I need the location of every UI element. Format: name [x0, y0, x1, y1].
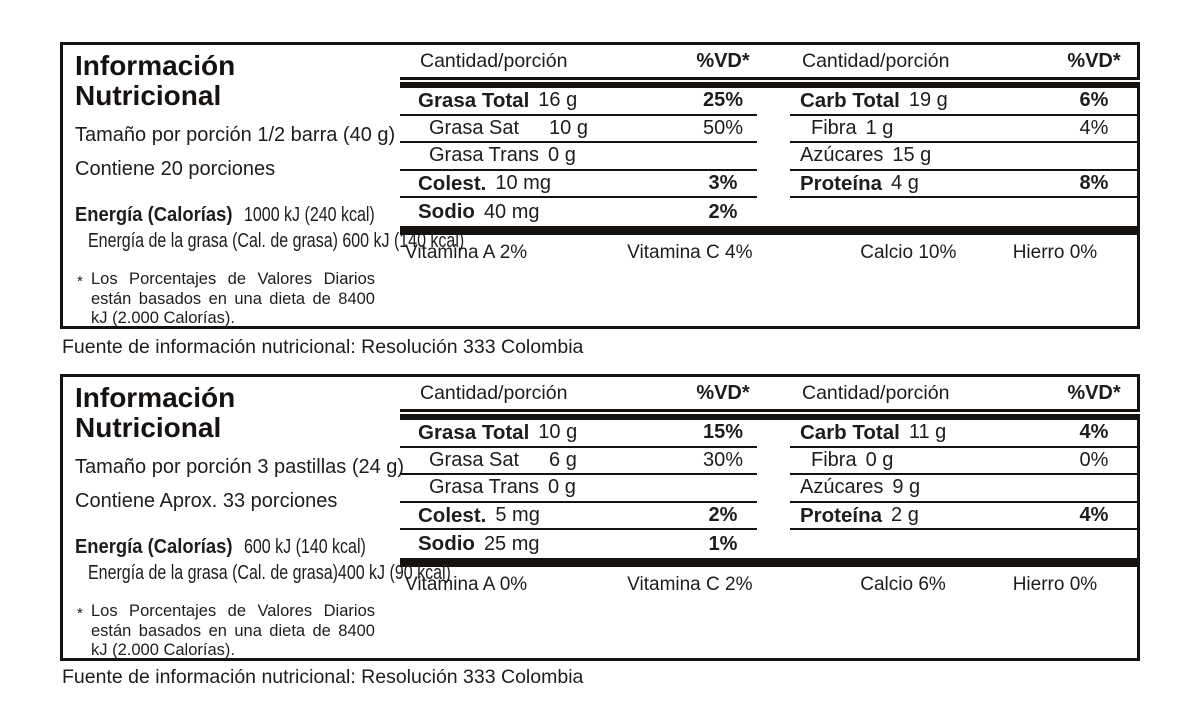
table-row-sodio [400, 198, 757, 226]
nutrient-name: Grasa Sat [429, 448, 520, 471]
nutrient-amount: 19 g [908, 89, 948, 112]
vitamin-c-value: Vitamina C 2% [627, 573, 753, 595]
vitamin-c-value: Vitamina C 4% [627, 241, 753, 263]
panel-title-line1: Información [75, 50, 236, 81]
carb-protein-column [790, 88, 1140, 226]
calcio-value: Calcio 10% [860, 241, 957, 263]
energy-label: Energía (Calorías) [75, 204, 233, 226]
energy-label: Energía (Calorías) [75, 536, 233, 558]
nutrient-dv: 4% [1079, 116, 1109, 139]
thick-divider-bar [400, 226, 1140, 235]
nutrient-dv: 4% [1079, 504, 1109, 527]
nutrition-label-panel-2 [60, 374, 1140, 661]
header-amount: Cantidad/porción [420, 381, 568, 404]
nutrient-dv: 8% [1079, 172, 1109, 195]
nutrient-amount: 16 g [538, 89, 578, 112]
nutrient-name: Grasa Trans [429, 144, 540, 167]
header-dv: %VD* [1067, 49, 1121, 72]
nutrient-amount: 25 mg [483, 532, 540, 555]
table-row-fibra [790, 448, 1140, 476]
serving-size-line: Tamaño por porción 3 pastillas (24 g) [75, 456, 405, 478]
nutrient-amount: 15 g [892, 144, 932, 167]
table-row-grasa-sat [400, 448, 757, 476]
table-row-empty [790, 530, 1140, 558]
panel-title [75, 51, 400, 111]
fat-sodium-column [400, 420, 757, 558]
nutrient-amount: 0 g [865, 448, 894, 471]
calcio-value: Calcio 6% [860, 573, 946, 595]
table-header-left [400, 377, 757, 409]
hierro-value: Hierro 0% [1012, 241, 1098, 263]
nutrient-name: Carb Total [800, 88, 900, 112]
table-row-grasa-trans [400, 143, 757, 171]
table-row-colesterol [400, 503, 757, 531]
vitamins-row [400, 242, 1140, 264]
header-amount: Cantidad/porción [802, 381, 950, 404]
table-header-right [790, 45, 1140, 77]
column-gap [757, 420, 790, 558]
panel-title-line2: Nutricional [75, 80, 222, 111]
table-row-colesterol [400, 171, 757, 199]
nutrient-name: Fibra [811, 116, 857, 139]
header-dv: %VD* [1067, 381, 1121, 404]
header-amount: Cantidad/porción [802, 49, 950, 72]
table-header-right [790, 377, 1140, 409]
nutrient-dv: 15% [702, 421, 744, 444]
nutrient-amount: 10 mg [495, 172, 551, 195]
nutrient-dv: 30% [702, 448, 744, 471]
panel-title [75, 383, 400, 443]
nutrient-name: Azúcares [800, 476, 884, 499]
header-dv: %VD* [696, 49, 750, 72]
nutrient-name: Colest. [418, 171, 487, 195]
hierro-value: Hierro 0% [1012, 573, 1098, 595]
servings-count-line: Contiene Aprox. 33 porciones [75, 490, 338, 512]
daily-values-footnote [75, 602, 375, 661]
nutrient-dv: 1% [708, 532, 738, 555]
thick-divider-bar [400, 558, 1140, 567]
table-row-grasa-trans [400, 475, 757, 503]
table-header-row [400, 45, 1140, 77]
nutrient-dv: 25% [702, 89, 744, 112]
footnote-line: Los Porcentajes de Valores Diarios [91, 602, 375, 620]
vitamin-a-value: Vitamina A 2% [405, 241, 528, 263]
nutrient-amount: 11 g [908, 421, 947, 444]
nutrient-name: Grasa Total [418, 420, 530, 444]
nutrient-name: Carb Total [800, 420, 900, 444]
nutrient-name: Proteína [800, 171, 883, 195]
nutrient-amount: 5 mg [495, 504, 540, 527]
nutrient-dv: 0% [1079, 448, 1109, 471]
daily-values-footnote [75, 270, 375, 329]
energy-line [75, 204, 400, 227]
energy-line [75, 536, 400, 559]
nutrient-name: Sodio [418, 532, 475, 556]
energy-fat-line: Energía de la grasa (Cal. de grasa) 600 kJ (140 kcal) [88, 230, 465, 252]
nutrient-amount: 0 g [548, 144, 576, 167]
header-dv: %VD* [696, 381, 750, 404]
table-body [400, 88, 1140, 226]
panel-title-line1: Información [75, 382, 236, 413]
nutrient-amount: 10 g [549, 116, 588, 139]
table-row-azucares [790, 475, 1140, 503]
panel-title-line2: Nutricional [75, 412, 222, 443]
energy-fat-line: Energía de la grasa (Cal. de grasa)400 kJ (90 kcal) [88, 562, 451, 584]
header-rule [400, 409, 1140, 420]
nutrient-name: Grasa Trans [429, 476, 540, 499]
nutrition-table [400, 45, 1140, 326]
nutrient-dv: 4% [1079, 421, 1109, 444]
table-row-empty [790, 198, 1140, 226]
table-row-proteina [790, 503, 1140, 531]
nutrient-amount: 6 g [549, 448, 577, 471]
serving-size-line: Tamaño por porción 1/2 barra (40 g) [75, 124, 396, 146]
energy-value: 600 kJ (140 kcal) [243, 536, 366, 558]
footnote-line: están basados en una dieta de 8400 [91, 621, 375, 640]
nutrient-name: Fibra [811, 448, 857, 471]
asterisk-marker: * [77, 273, 83, 290]
table-row-grasa-sat [400, 116, 757, 144]
nutrient-amount: 2 g [891, 504, 919, 527]
nutrient-amount: 40 mg [483, 200, 540, 223]
nutrient-dv: 50% [702, 116, 744, 139]
nutrition-table [400, 377, 1140, 658]
nutrient-dv: 2% [708, 200, 738, 223]
nutrient-name: Grasa Sat [429, 116, 520, 139]
table-row-proteina [790, 171, 1140, 199]
nutrient-name: Sodio [418, 200, 475, 224]
table-header-row [400, 377, 1140, 409]
nutrient-name: Grasa Total [418, 88, 530, 112]
footnote-line: kJ (2.000 Calorías). [91, 309, 235, 327]
header-amount: Cantidad/porción [420, 49, 568, 72]
nutrient-amount: 10 g [538, 421, 578, 444]
table-header-left [400, 45, 757, 77]
nutrition-label-panel-1 [60, 42, 1140, 329]
table-row-grasa-total [400, 88, 757, 116]
vitamins-row [400, 574, 1140, 596]
table-row-fibra [790, 116, 1140, 144]
nutrient-dv: 2% [708, 504, 738, 527]
nutrient-amount: 9 g [892, 476, 921, 499]
column-gap [757, 88, 790, 226]
fat-sodium-column [400, 88, 757, 226]
table-row-carb-total [790, 88, 1140, 116]
nutrient-amount: 1 g [865, 116, 894, 139]
table-row-sodio [400, 530, 757, 558]
footnote-line: kJ (2.000 Calorías). [91, 641, 235, 659]
carb-protein-column [790, 420, 1140, 558]
vitamin-a-value: Vitamina A 0% [405, 573, 528, 595]
nutrient-name: Colest. [418, 503, 487, 527]
table-row-carb-total [790, 420, 1140, 448]
source-line-2: Fuente de información nutricional: Resolución 333 Colombia [62, 666, 584, 688]
nutrient-name: Proteína [800, 503, 883, 527]
asterisk-marker: * [77, 605, 83, 622]
footnote-line: están basados en una dieta de 8400 [91, 289, 375, 308]
nutrient-dv: 6% [1079, 89, 1109, 112]
nutrient-amount: 4 g [891, 172, 919, 195]
table-row-azucares [790, 143, 1140, 171]
footnote-line: Los Porcentajes de Valores Diarios [91, 270, 375, 288]
nutrient-amount: 0 g [548, 476, 576, 499]
source-line-1: Fuente de información nutricional: Resolución 333 Colombia [62, 336, 584, 358]
servings-count-line: Contiene 20 porciones [75, 158, 276, 180]
table-row-grasa-total [400, 420, 757, 448]
table-body [400, 420, 1140, 558]
header-rule [400, 77, 1140, 88]
nutrient-dv: 3% [708, 172, 738, 195]
energy-value: 1000 kJ (240 kcal) [243, 204, 375, 226]
nutrient-name: Azúcares [800, 144, 884, 167]
